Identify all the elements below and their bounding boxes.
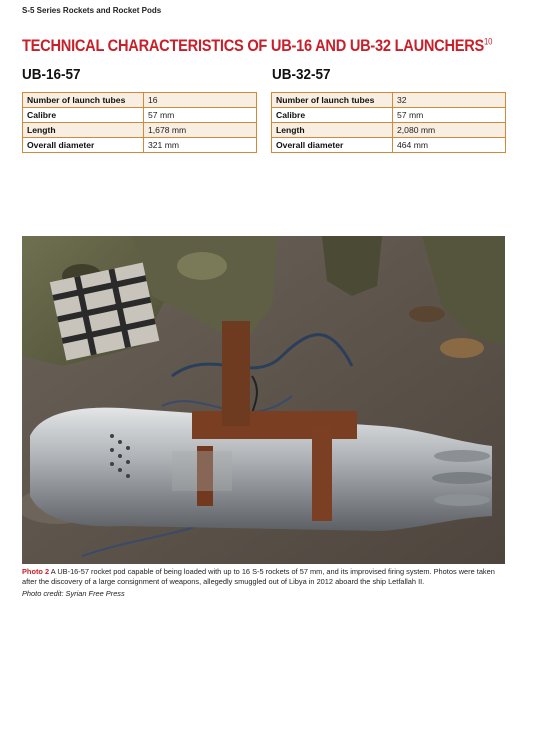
spec-label: Length: [23, 123, 144, 138]
spec-value: 2,080 mm: [393, 123, 506, 138]
photo-credit: Photo credit: Syrian Free Press: [22, 589, 125, 598]
spec-label: Overall diameter: [272, 138, 393, 153]
spec-label: Calibre: [272, 108, 393, 123]
caption-text: A UB-16-57 rocket pod capable of being loaded with up to 16 S-5 rockets of 57 mm, and its improvised firing system. Photos were taken after the discovery of a large consignment of weapons, allegedly smuggled out of Libya in 2012 aboard the ship Letfallah II.: [22, 567, 495, 586]
caption-label: Photo 2: [22, 567, 50, 576]
rocket-pod-photo: [22, 236, 505, 564]
footnote-ref[interactable]: 10: [484, 36, 493, 47]
spec-value: 464 mm: [393, 138, 506, 153]
table-row: [272, 123, 506, 138]
section-title-text: TECHNICAL CHARACTERISTICS OF UB-16 AND UB-32 LAUNCHERS: [22, 36, 485, 55]
spec-label: Calibre: [23, 108, 144, 123]
spec-label: Number of launch tubes: [23, 93, 144, 108]
spec-value: 16: [144, 93, 257, 108]
ub16-table-title: UB-16-57: [22, 66, 81, 83]
ub32-spec-table: [271, 92, 506, 153]
table-row: [272, 108, 506, 123]
spec-value: 57 mm: [144, 108, 257, 123]
running-head: S-5 Series Rockets and Rocket Pods: [22, 6, 162, 15]
spec-value: 32: [393, 93, 506, 108]
table-row: [272, 138, 506, 153]
spec-label: Length: [272, 123, 393, 138]
table-row: [23, 108, 257, 123]
spec-value: 321 mm: [144, 138, 257, 153]
spec-label: Number of launch tubes: [272, 93, 393, 108]
ub32-table-title: UB-32-57: [272, 66, 331, 83]
section-title: [22, 36, 492, 56]
photo-caption: [22, 567, 510, 587]
table-row: [23, 93, 257, 108]
table-row: [23, 123, 257, 138]
spec-value: 57 mm: [393, 108, 506, 123]
table-row: [23, 138, 257, 153]
table-row: [272, 93, 506, 108]
spec-value: 1,678 mm: [144, 123, 257, 138]
spec-label: Overall diameter: [23, 138, 144, 153]
ub16-spec-table: [22, 92, 257, 153]
